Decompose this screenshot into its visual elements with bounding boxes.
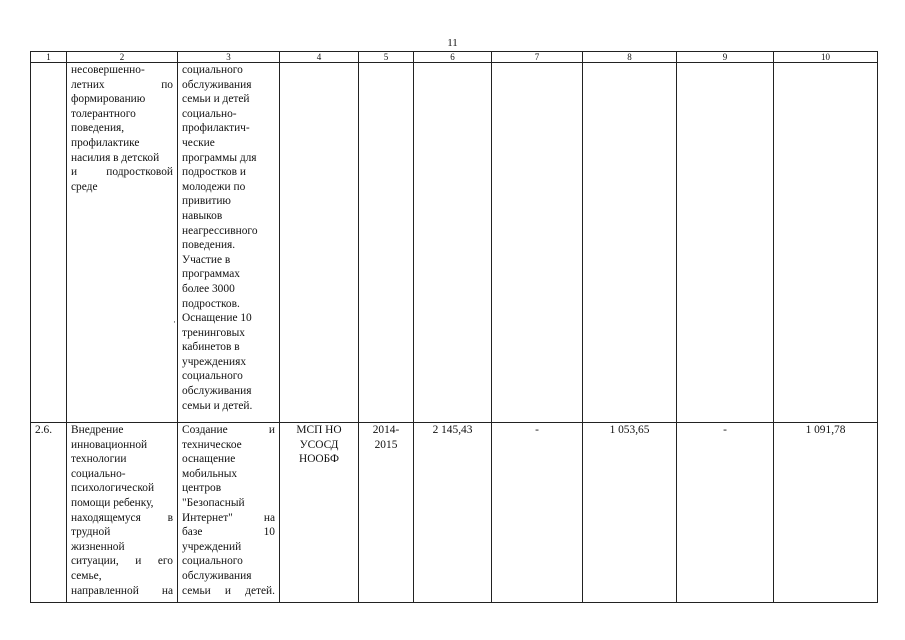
cell-line: техническое (182, 438, 242, 451)
cell-line: центров (182, 482, 222, 495)
cell-line: базе 10 (182, 526, 275, 539)
column-header: 8 (583, 52, 677, 63)
column-header: 6 (414, 52, 492, 63)
cell-line: поведения. (182, 239, 236, 252)
table-row (31, 63, 878, 423)
cell-line: психологической (71, 482, 155, 495)
cell-line: более 3000 (182, 282, 235, 295)
cell-line: навыков (182, 209, 223, 222)
cell-line: Участие в (182, 253, 231, 266)
cell-line: кабинетов в (182, 341, 240, 354)
cell-line: привитию (182, 195, 231, 208)
cell-line: помощи ребенку, (71, 496, 154, 509)
cell-line: социально- (71, 467, 126, 480)
expected-result-cell (178, 423, 280, 603)
cell-line: социального (182, 555, 243, 568)
column-header: 2 (67, 52, 178, 63)
cell-line: технологии (71, 453, 127, 466)
cell-line: Создание и (182, 424, 275, 436)
cell-line: семьи и детей (182, 93, 250, 106)
cell-line: тренинговых (182, 326, 245, 339)
cell-line: УСОСД (299, 438, 339, 451)
measure-name-cell (67, 63, 178, 423)
cell-line: социального (182, 370, 243, 383)
cell-line: обслуживания (182, 385, 252, 398)
cell-line: обслуживания (182, 569, 252, 582)
cell-line: подростков. (182, 297, 240, 310)
cell-line: профилактич- (182, 122, 250, 135)
period-cell (359, 423, 414, 603)
cell-line: находящемуся в (71, 511, 173, 524)
cell-line: подростков и (182, 166, 246, 179)
cell-line: Внедрение (71, 424, 124, 436)
total-cell (414, 63, 492, 423)
cell-line: насилия в детской (71, 151, 160, 164)
cell-line: программах (182, 268, 240, 281)
cell-line: мобильных (182, 467, 238, 480)
cell-line: "Безопасный (182, 496, 245, 509)
cell-line: профилактике (71, 136, 140, 149)
column-header: 3 (178, 52, 280, 63)
column-header: 9 (677, 52, 774, 63)
cell-line: семье, (71, 569, 102, 582)
measure-name-cell (67, 423, 178, 603)
cell-line: 2015 (374, 438, 398, 451)
value-cell: 1 053,65 (583, 423, 677, 603)
cell-line: социально- (182, 107, 237, 120)
cell-line: учреждений (182, 540, 242, 553)
cell-line: жизненной (71, 540, 125, 553)
cell-line: направленной на (71, 584, 173, 597)
column-header: 7 (492, 52, 583, 63)
cell-line: семьи и детей. (182, 399, 253, 412)
row-number-cell (31, 63, 67, 423)
column-number-row (31, 52, 878, 63)
cell-line: МСП НО (296, 424, 342, 436)
cell-line: неагрессивного (182, 224, 258, 237)
cell-line: и подростковой (71, 166, 173, 179)
cell-line: среде (71, 180, 98, 193)
executor-cell (280, 423, 359, 603)
total-cell: 2 145,43 (414, 423, 492, 603)
value-cell: - (677, 423, 774, 603)
cell-line: инновационной (71, 438, 148, 451)
column-header: 4 (280, 52, 359, 63)
column-header: 1 (31, 52, 67, 63)
cell-line: НООБФ (298, 453, 340, 466)
cell-line: формированию (71, 93, 146, 106)
column-header: 5 (359, 52, 414, 63)
value-cell (774, 63, 878, 423)
expected-result-cell (178, 63, 280, 423)
cell-line: молодежи по (182, 180, 246, 193)
cell-line: Оснащение 10 (182, 312, 252, 325)
column-header: 10 (774, 52, 878, 63)
value-cell: - (492, 423, 583, 603)
cell-line: поведения, (71, 122, 125, 135)
period-cell (359, 63, 414, 423)
cell-line: программы для (182, 151, 257, 164)
program-table (30, 51, 878, 603)
cell-line: толерантного (71, 107, 136, 120)
value-cell (583, 63, 677, 423)
table-row (31, 423, 878, 603)
cell-line: обслуживания (182, 78, 252, 91)
cell-line: ческие (182, 136, 215, 149)
cell-line: Интернет" на (182, 511, 275, 524)
cell-line: несовершенно- (71, 64, 145, 76)
cell-line: семьи и детей. (182, 584, 275, 597)
cell-line: 2014- (372, 424, 400, 436)
value-cell (677, 63, 774, 423)
value-cell: 1 091,78 (774, 423, 878, 603)
cell-line: ситуации, и его (71, 555, 173, 568)
cell-line: трудной (71, 526, 111, 539)
executor-cell (280, 63, 359, 423)
page-number: 11 (447, 37, 458, 49)
stray-mark: · (173, 317, 176, 327)
cell-line: социального (182, 64, 243, 76)
cell-line: учреждениях (182, 355, 247, 368)
cell-line: летних по (71, 78, 173, 91)
row-number-cell: 2.6. (31, 423, 67, 603)
cell-line: оснащение (182, 453, 236, 466)
value-cell (492, 63, 583, 423)
